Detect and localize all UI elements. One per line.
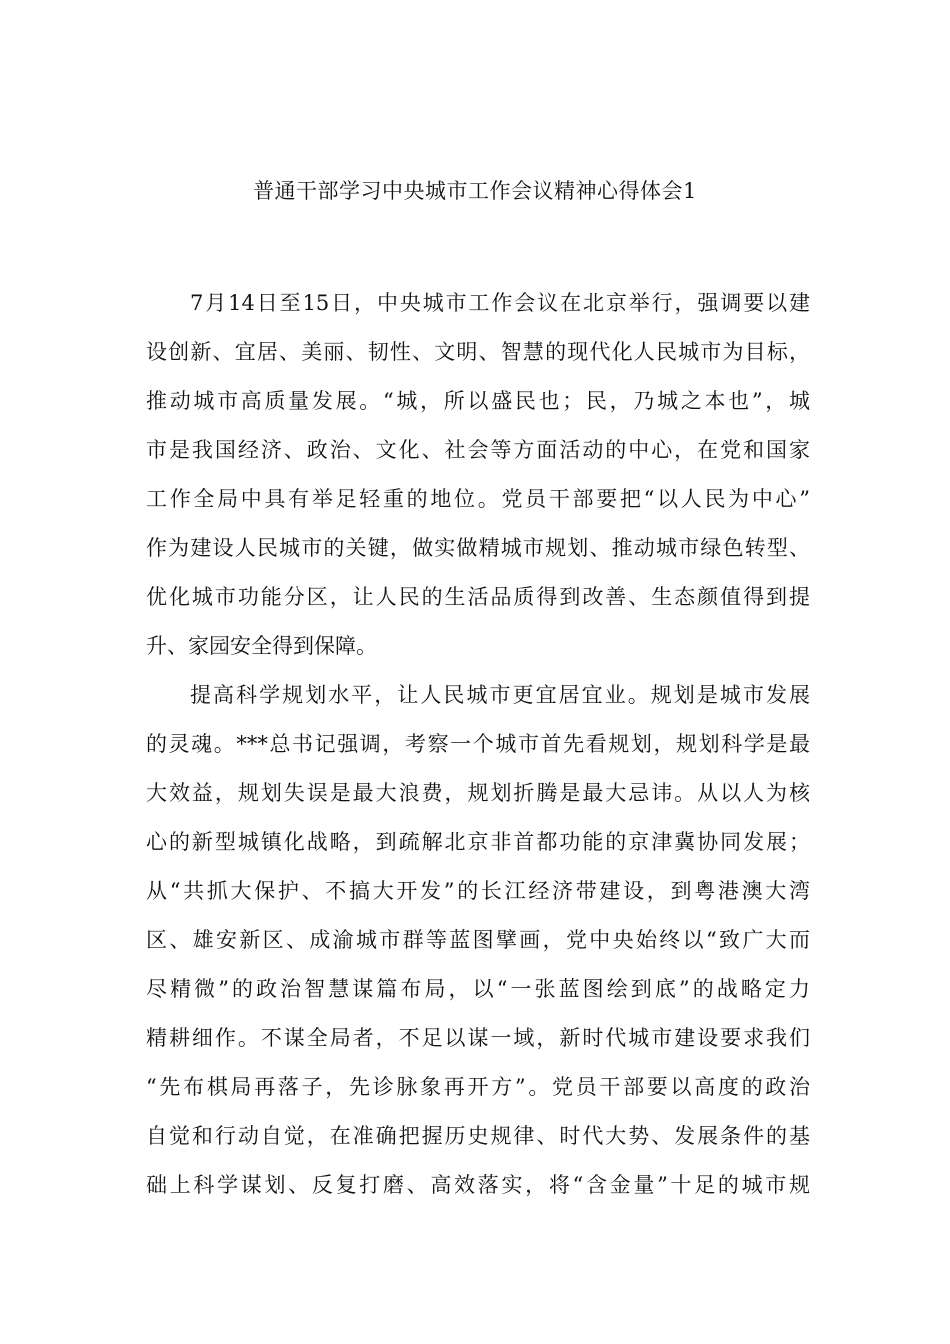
text-line: 提高科学规划水平，让人民城市更宜居宜业。规划是城市发展 xyxy=(190,683,810,707)
paragraph-1 xyxy=(146,279,810,671)
text-line: 尽精微”的政治智慧谋篇布局，以“一张蓝图绘到底”的战略定力 xyxy=(146,977,810,1001)
text-line: 市是我国经济、政治、文化、社会等方面活动的中心，在党和国家 xyxy=(146,438,810,462)
paragraph-2 xyxy=(146,671,810,1210)
text-line: 作为建设人民城市的关键，做实做精城市规划、推动城市绿色转型、 xyxy=(146,536,810,560)
text-line: 升、家园安全得到保障。 xyxy=(146,634,377,658)
text-line: 7月14日至15日，中央城市工作会议在北京举行，强调要以建 xyxy=(190,291,810,315)
text-line: 区、雄安新区、成渝城市群等蓝图擘画，党中央始终以“致广大而 xyxy=(146,928,810,952)
text-line: 大效益，规划失误是最大浪费，规划折腾是最大忌讳。从以人为核 xyxy=(146,781,810,805)
text-line: 自觉和行动自觉，在准确把握历史规律、时代大势、发展条件的基 xyxy=(146,1124,810,1148)
text-line: 设创新、宜居、美丽、韧性、文明、智慧的现代化人民城市为目标， xyxy=(146,340,810,364)
document-body xyxy=(146,279,810,1210)
text-line: 的灵魂。***总书记强调，考察一个城市首先看规划，规划科学是最 xyxy=(146,732,810,756)
document-title: 普通干部学习中央城市工作会议精神心得体会1 xyxy=(253,179,697,203)
text-line: 础上科学谋划、反复打磨、高效落实，将“含金量”十足的城市规 xyxy=(146,1173,810,1197)
text-line: “先布棋局再落子，先诊脉象再开方”。党员干部要以高度的政治 xyxy=(146,1075,810,1099)
text-line: 工作全局中具有举足轻重的地位。党员干部要把“以人民为中心” xyxy=(146,487,810,511)
text-line: 心的新型城镇化战略，到疏解北京非首都功能的京津冀协同发展； xyxy=(146,830,810,854)
text-line: 从“共抓大保护、不搞大开发”的长江经济带建设，到粤港澳大湾 xyxy=(146,879,810,903)
text-line: 推动城市高质量发展。“城，所以盛民也；民，乃城之本也”，城 xyxy=(146,389,810,413)
text-line: 优化城市功能分区，让人民的生活品质得到改善、生态颜值得到提 xyxy=(146,585,810,609)
text-line: 精耕细作。不谋全局者，不足以谋一域，新时代城市建设要求我们 xyxy=(146,1026,810,1050)
